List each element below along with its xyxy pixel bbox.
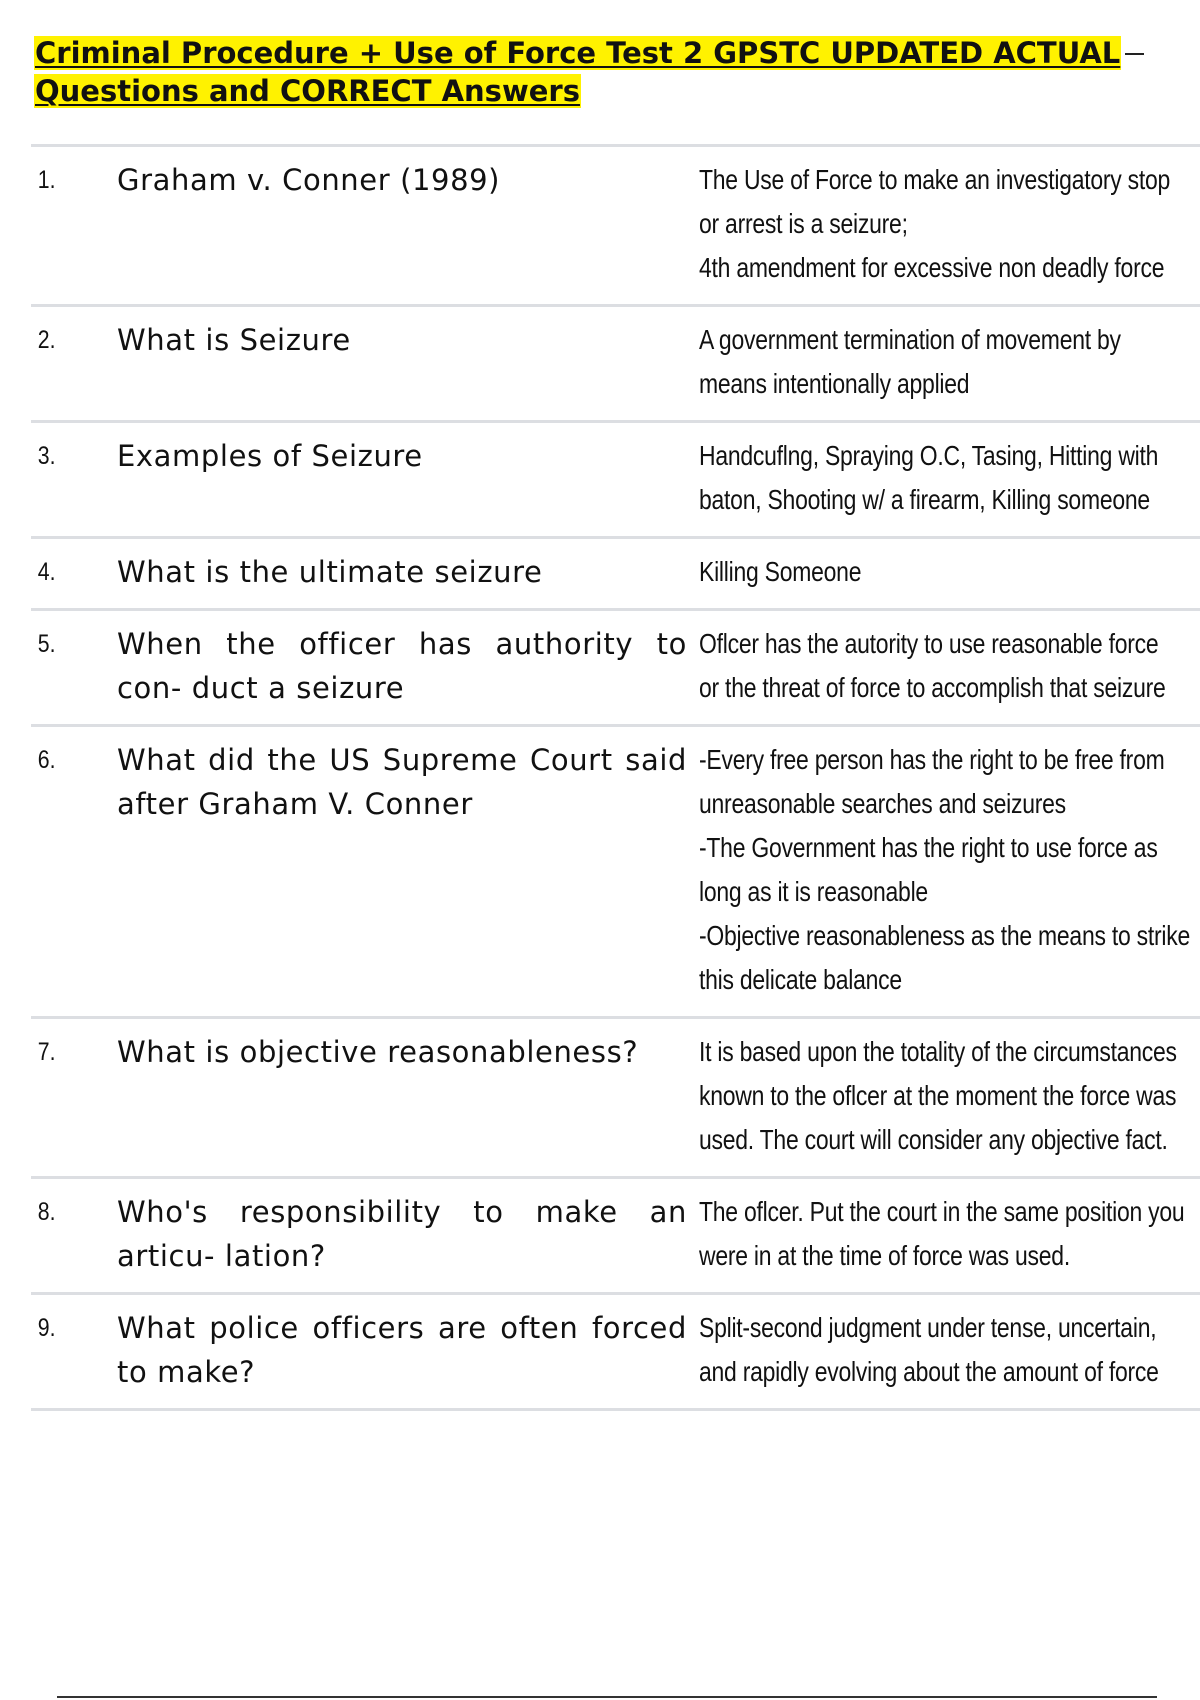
document-title xyxy=(34,34,1144,110)
answer-line: 4th amendment for excessive non deadly force xyxy=(699,252,1165,283)
question-text: What did the US Supreme Court said after Graham V. Conner xyxy=(117,743,687,821)
answer-line: were in at the time of force was used. xyxy=(699,1240,1070,1271)
answer-line: or the threat of force to accomplish that seizure xyxy=(699,672,1166,703)
question-text: When the officer has authority to con- duct a seizure xyxy=(117,627,687,705)
question-text: What is the ultimate seizure xyxy=(117,555,543,589)
answer-text xyxy=(695,1179,1200,1292)
answer-text xyxy=(695,307,1200,420)
qa-row xyxy=(31,307,1200,423)
question-text: Examples of Seizure xyxy=(117,439,423,473)
title-text-line-2: Questions and CORRECT Answers xyxy=(35,74,580,108)
answer-line: used. The court will consider any objective fact. xyxy=(699,1124,1168,1155)
question-text: What is objective reasonableness? xyxy=(117,1035,639,1069)
answer-line: The oflcer. Put the court in the same position you xyxy=(699,1196,1185,1227)
title-line-1 xyxy=(34,34,1144,72)
answer-line: -Every free person has the right to be free from xyxy=(699,744,1165,775)
answer-line: Handcuflng, Spraying O.C, Tasing, Hitting with xyxy=(699,440,1159,471)
title-trailing-rule xyxy=(1125,53,1144,55)
question-number: 3. xyxy=(37,442,56,470)
question-number: 2. xyxy=(37,326,56,354)
question-number: 7. xyxy=(37,1038,56,1066)
question-text: Who's responsibility to make an articu- lation? xyxy=(117,1195,687,1273)
question-number: 8. xyxy=(37,1198,56,1226)
answer-line: baton, Shooting w/ a firearm, Killing someone xyxy=(699,484,1150,515)
answer-line: A government termination of movement by xyxy=(699,324,1121,355)
question-number: 6. xyxy=(37,746,56,774)
question-text: Graham v. Conner (1989) xyxy=(117,163,501,197)
qa-row xyxy=(31,611,1200,727)
title-text-line-1: Criminal Procedure + Use of Force Test 2 GPSTC UPDATED ACTUAL xyxy=(35,36,1121,70)
qa-list xyxy=(31,144,1200,1411)
answer-line: Killing Someone xyxy=(699,556,862,587)
qa-row xyxy=(31,1019,1200,1179)
qa-row xyxy=(31,539,1200,611)
answer-line: It is based upon the totality of the circumstances xyxy=(699,1036,1177,1067)
answer-text xyxy=(695,423,1200,536)
answer-line: The Use of Force to make an investigatory stop xyxy=(699,164,1171,195)
question-text: What is Seizure xyxy=(117,323,351,357)
qa-row xyxy=(31,147,1200,307)
question-number: 4. xyxy=(37,558,56,586)
question-number: 5. xyxy=(37,630,56,658)
answer-line: known to the oflcer at the moment the force was xyxy=(699,1080,1177,1111)
answer-text xyxy=(695,1295,1200,1408)
answer-text xyxy=(695,147,1200,304)
question-number: 9. xyxy=(37,1314,56,1342)
question-number: 1. xyxy=(37,166,56,194)
qa-row xyxy=(31,1295,1200,1411)
qa-row xyxy=(31,727,1200,1019)
answer-line: Split-second judgment under tense, uncertain, xyxy=(699,1312,1157,1343)
answer-text xyxy=(695,727,1200,1016)
answer-text xyxy=(695,539,1200,608)
answer-line: and rapidly evolving about the amount of force xyxy=(699,1356,1159,1387)
title-line-2 xyxy=(34,72,1144,110)
answer-text xyxy=(695,611,1200,724)
qa-row xyxy=(31,1179,1200,1295)
page-bottom-rule xyxy=(57,1696,1157,1698)
answer-line: unreasonable searches and seizures xyxy=(699,788,1066,819)
answer-line: long as it is reasonable xyxy=(699,876,928,907)
answer-line: -Objective reasonableness as the means to strike xyxy=(699,920,1191,951)
answer-text xyxy=(695,1019,1200,1176)
answer-line: means intentionally applied xyxy=(699,368,970,399)
qa-row xyxy=(31,423,1200,539)
answer-line: -The Government has the right to use force as xyxy=(699,832,1158,863)
question-text: What police officers are often forced to make? xyxy=(117,1311,687,1389)
answer-line: this delicate balance xyxy=(699,964,902,995)
answer-line: Oflcer has the autority to use reasonable force xyxy=(699,628,1159,659)
answer-line: or arrest is a seizure; xyxy=(699,208,908,239)
